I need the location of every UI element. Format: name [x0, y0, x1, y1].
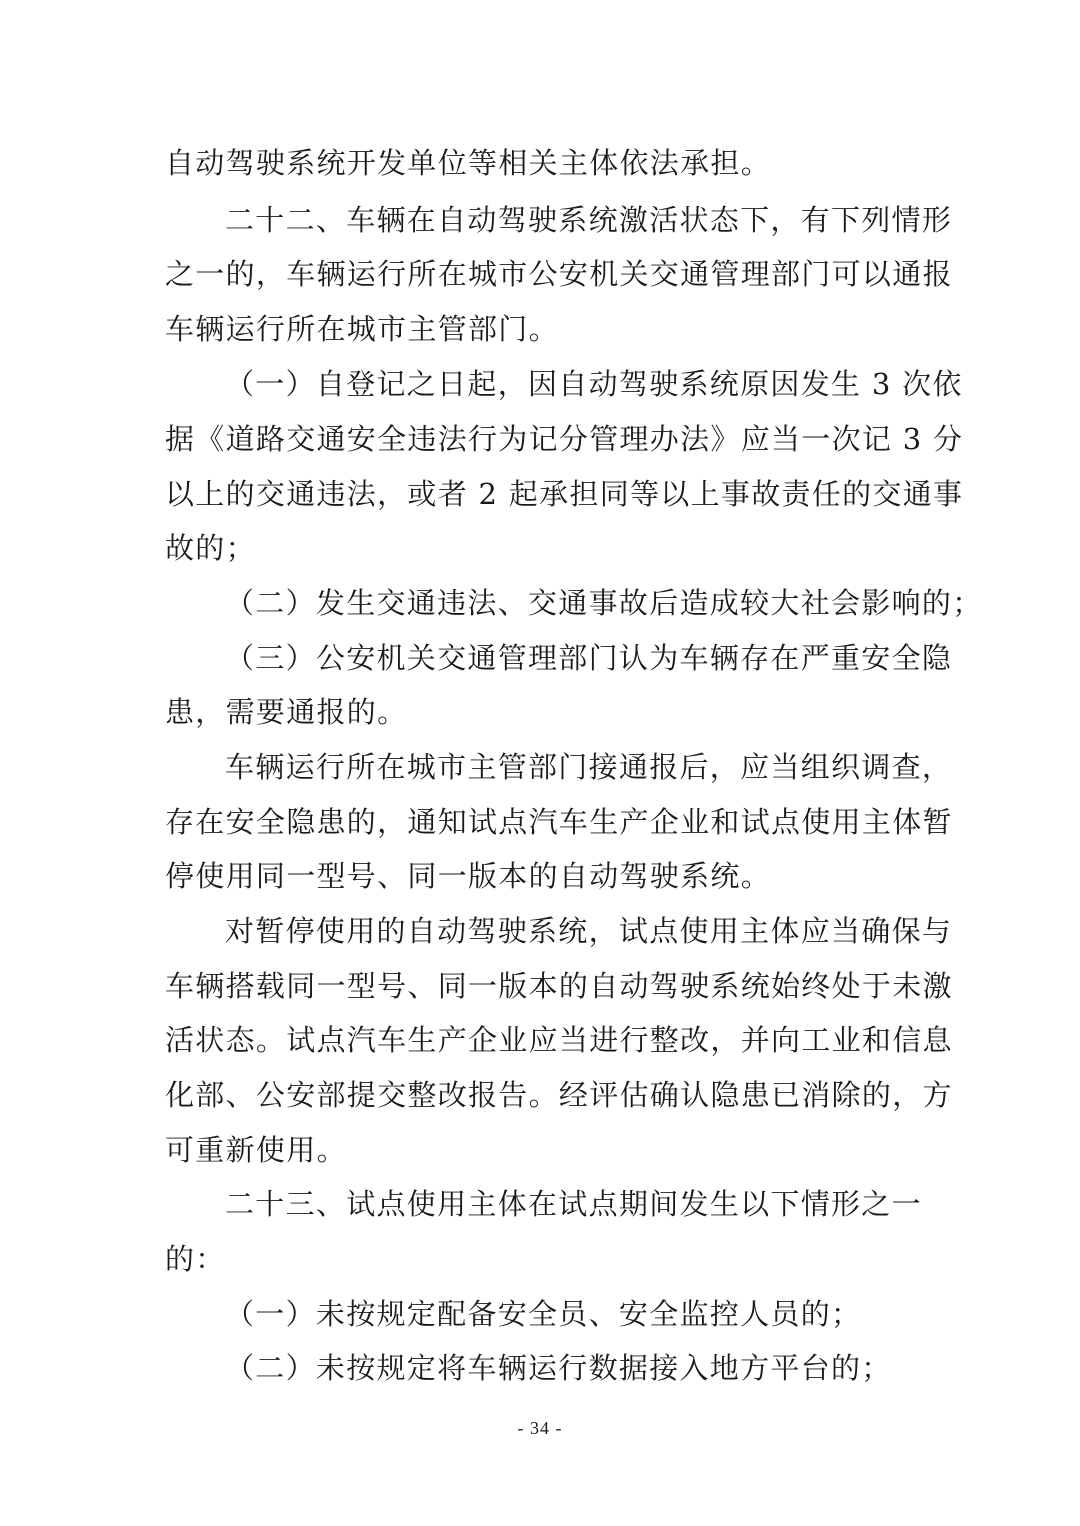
text-line: 故的；	[165, 531, 256, 565]
text-line: 之一的，车辆运行所在城市公安机关交通管理部门可以通报	[165, 257, 953, 291]
text-line: 的：	[165, 1242, 226, 1276]
text-line: 车辆运行所在城市主管部门接通报后，应当组织调查，	[225, 750, 953, 784]
text-line: 自动驾驶系统开发单位等相关主体依法承担。	[165, 146, 772, 180]
text-line: （三）公安机关交通管理部门认为车辆存在严重安全隐	[225, 641, 953, 675]
text-line: 车辆搭载同一型号、同一版本的自动驾驶系统始终处于未激	[165, 969, 953, 1003]
text-line: （二）未按规定将车辆运行数据接入地方平台的；	[225, 1351, 892, 1385]
page-number: - 34 -	[517, 1418, 563, 1438]
text-line: 患，需要通报的。	[165, 695, 408, 729]
text-line: 以上的交通违法，或者 2 起承担同等以上事故责任的交通事	[165, 477, 964, 511]
text-line: 车辆运行所在城市主管部门。	[165, 312, 559, 346]
text-line: （二）发生交通违法、交通事故后造成较大社会影响的；	[225, 586, 983, 620]
text-line: （一）未按规定配备安全员、安全监控人员的；	[225, 1297, 862, 1331]
text-line: 化部、公安部提交整改报告。经评估确认隐患已消除的，方	[165, 1078, 953, 1112]
text-line: 存在安全隐患的，通知试点汽车生产企业和试点使用主体暂	[165, 805, 953, 839]
text-line: 对暂停使用的自动驾驶系统，试点使用主体应当确保与	[225, 914, 953, 948]
text-line: 二十二、车辆在自动驾驶系统激活状态下，有下列情形	[225, 203, 953, 237]
text-line: 可重新使用。	[165, 1133, 347, 1167]
text-line: （一）自登记之日起，因自动驾驶系统原因发生 3 次依	[225, 367, 963, 401]
text-line: 据《道路交通安全违法行为记分管理办法》应当一次记 3 分	[165, 422, 964, 456]
text-line: 停使用同一型号、同一版本的自动驾驶系统。	[165, 859, 772, 893]
text-line: 活状态。试点汽车生产企业应当进行整改，并向工业和信息	[165, 1023, 953, 1057]
text-line: 二十三、试点使用主体在试点期间发生以下情形之一	[225, 1187, 922, 1221]
